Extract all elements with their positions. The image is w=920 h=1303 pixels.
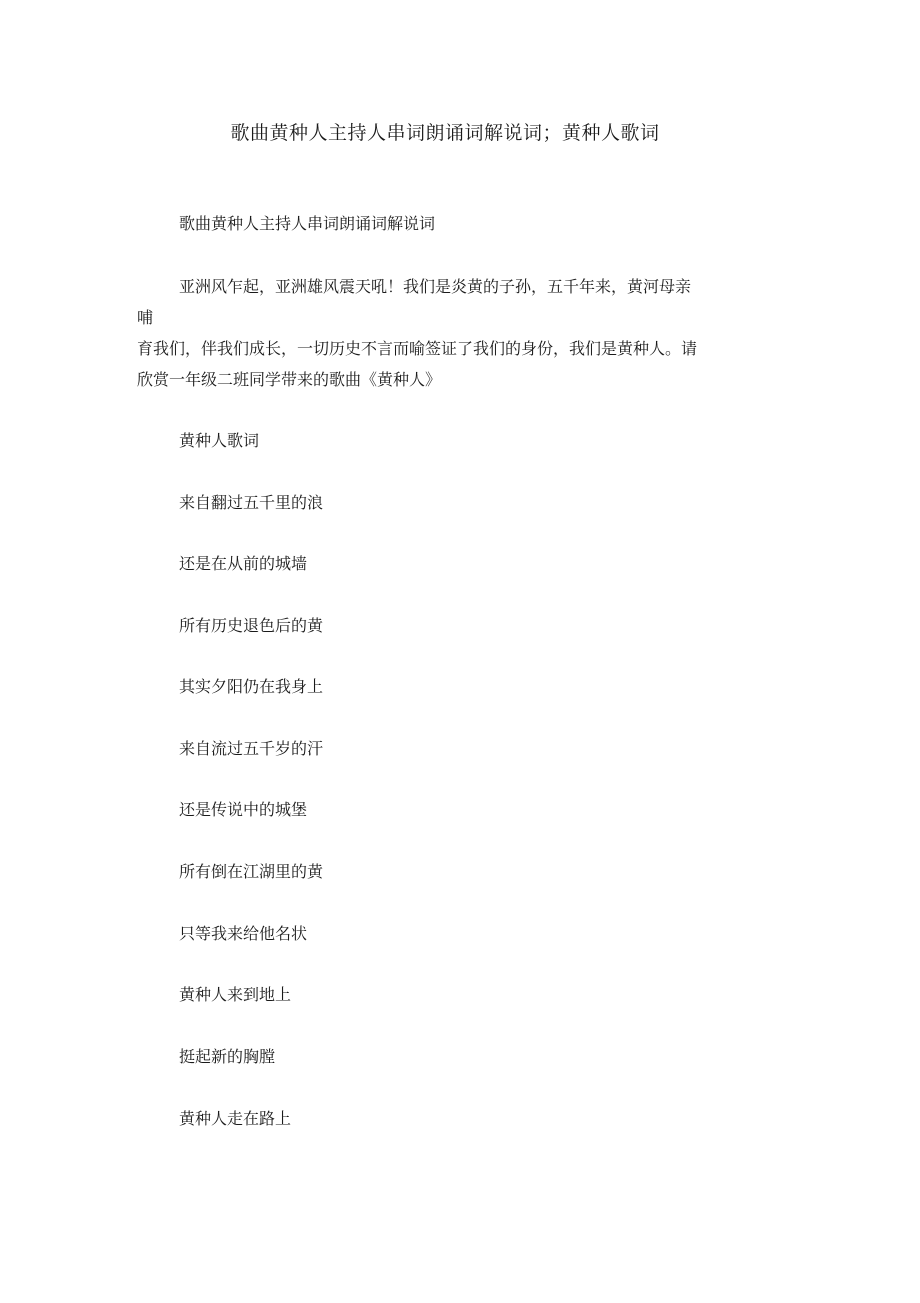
lyric-line: 挺起新的胸膛 [179,1047,276,1066]
intro-line: 育我们，伴我们成长，一切历史不言而喻签证了我们的身份，我们是黄种人。请 [137,339,698,358]
document-title: 歌曲黄种人主持人串词朗诵词解说词；黄种人歌词 [230,122,660,144]
lyric-line: 只等我来给他名状 [179,924,308,943]
lyric-line: 来自翻过五千里的浪 [179,493,324,512]
lyric-line: 所有历史退色后的黄 [179,616,324,635]
lyric-line: 还是传说中的城堡 [179,800,308,819]
lyric-line: 黄种人走在路上 [179,1109,292,1128]
intro-line: 亚洲风乍起，亚洲雄风震天吼！我们是炎黄的子孙，五千年来，黄河母亲 [179,277,692,296]
intro-line: 哺 [137,308,154,327]
lyrics-heading: 黄种人歌词 [179,431,260,450]
lyric-line: 来自流过五千岁的汗 [179,739,324,758]
lyric-line: 黄种人来到地上 [179,985,292,1004]
intro-line: 欣赏一年级二班同学带来的歌曲《黄种人》 [137,370,442,389]
section-subtitle: 歌曲黄种人主持人串词朗诵词解说词 [179,214,436,233]
intro-paragraph [137,271,757,395]
lyric-line: 其实夕阳仍在我身上 [179,677,324,696]
lyric-line: 还是在从前的城墙 [179,554,308,573]
lyric-line: 所有倒在江湖里的黄 [179,862,324,881]
